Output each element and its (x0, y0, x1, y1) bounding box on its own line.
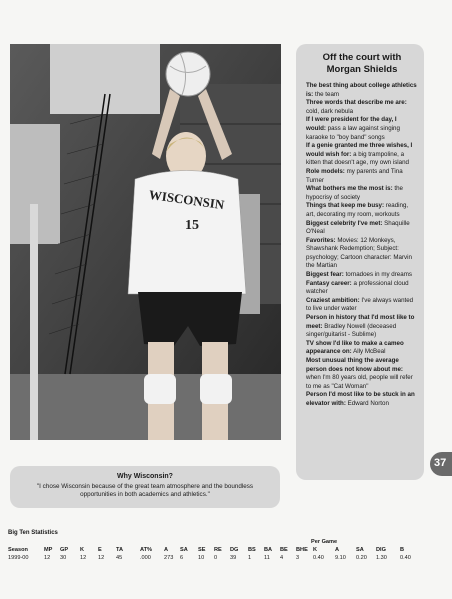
stats-header-cell: SA (356, 547, 364, 553)
stats-header-cell: BA (264, 547, 273, 553)
stats-cell: 12 (98, 555, 105, 561)
stats-header-cell: E (98, 547, 102, 553)
stats-cell: 11 (264, 555, 270, 561)
stats-header-cell: GP (60, 547, 69, 553)
qa-item: Person I'd most like to be stuck in an elevator with: Edward Norton (306, 391, 415, 407)
stats-cell: 12 (80, 555, 87, 561)
qa-item: If a genie granted me three wishes, I would wish for: a big trampoline, a kitten that doesn't age, my own island (306, 142, 413, 167)
qa-item: The best thing about college athletics is: the team (306, 82, 417, 98)
why-title: Why Wisconsin? (117, 473, 173, 480)
stats-cell: 0 (214, 555, 218, 561)
stats-header-cell: SA (180, 547, 188, 553)
stats-cell: 10 (198, 555, 205, 561)
stats-cell: 273 (164, 555, 174, 561)
off-the-court-sidebar (296, 44, 424, 480)
why-quote: "I chose Wisconsin because of the great team atmosphere and the boundless opportunities in both academics and athletics." (36, 483, 254, 498)
stats-header-cell: AT% (140, 547, 153, 553)
stats-header-cell: A (164, 547, 169, 553)
qa-list (306, 82, 418, 409)
stats-cell: 0.20 (356, 555, 367, 561)
stats-cell: 4 (280, 555, 284, 561)
stats-cell: 30 (60, 555, 67, 561)
table-row (8, 554, 428, 562)
stats-cell: 12 (44, 555, 51, 561)
stats-header-cell: BS (248, 547, 256, 553)
stats-header-cell: K (80, 547, 85, 553)
stats-header-cell: SE (198, 547, 206, 553)
qa-item: Three words that describe me are: cold, dark nebula (306, 99, 407, 115)
why-wisconsin-box (10, 466, 280, 508)
stats-header-cell: K (313, 547, 318, 553)
stats-cell: 3 (296, 555, 300, 561)
qa-item: Fantasy career: a professional cloud watcher (306, 279, 409, 296)
volleyball-player-image (10, 44, 281, 440)
stats-header-cell: MP (44, 547, 53, 553)
stats-header-row (8, 546, 428, 554)
qa-item: Things that keep me busy: reading, art, decorating my room, workouts (306, 202, 409, 218)
stats-header-cell: Season (8, 547, 28, 553)
per-game-row (8, 538, 428, 546)
qa-item: Role models: my parents and Tina Turner (306, 167, 403, 184)
stats-header-cell: DIG (376, 547, 386, 553)
stats-cell: 1999-00 (8, 555, 29, 561)
stats-header-cell: B (400, 547, 405, 553)
stats-table (8, 538, 428, 562)
stats-cell: 9.10 (335, 555, 346, 561)
stats-cell: 39 (230, 555, 237, 561)
stats-cell: 6 (180, 555, 184, 561)
qa-item: Biggest fear: tornadoes in my dreams (306, 271, 412, 279)
stats-cell: 1.30 (376, 555, 387, 561)
stats-header-cell: BHE (296, 547, 308, 553)
stats-title: Big Ten Statistics (8, 530, 58, 536)
jersey-number: 15 (185, 218, 199, 233)
page-number: 37 (430, 452, 452, 476)
stats-cell: 45 (116, 555, 123, 561)
qa-item: Favorites: Movies: 12 Monkeys, Shawshank Redemption; Subject: psychology; Cartoon character: Marvin the Martian (306, 236, 412, 270)
stats-cell: .000 (140, 555, 151, 561)
stats-cell: 0.40 (313, 555, 324, 561)
qa-item: Most unusual thing the average person does not know about me: when I'm 80 years old, people will refer to me as "Cat Woman" (306, 357, 413, 390)
per-game-label: Per Game (311, 539, 338, 545)
qa-item: TV show I'd like to make a cameo appearance on: Ally McBeal (306, 339, 404, 356)
stats-header-cell: RE (214, 547, 222, 553)
qa-item: Craziest ambition: I've always wanted to live under water (306, 296, 414, 313)
qa-item: What bothers me the most is: the hypocrisy of society (306, 185, 403, 201)
stats-header-cell: BE (280, 547, 288, 553)
player-photo (10, 44, 281, 440)
sidebar-title: Off the court with Morgan Shields (322, 52, 402, 75)
stats-cell: 1 (248, 555, 252, 561)
stats-header-cell: TA (116, 547, 124, 553)
qa-item: If I were president for the day, I would: pass a law against singing karaoke to "boy band" songs (306, 116, 400, 141)
qa-item: Biggest celebrity I've met: Shaquille O'Neal (306, 219, 410, 236)
stats-cell: 0.40 (400, 555, 411, 561)
stats-header-cell: A (335, 547, 340, 553)
jersey-text: WISCONSIN (148, 186, 226, 213)
stats-header-cell: DG (230, 547, 239, 553)
qa-item: Person in history that I'd most like to meet: Bradley Nowell (deceased singer/guitarist - Sublime) (306, 314, 415, 339)
